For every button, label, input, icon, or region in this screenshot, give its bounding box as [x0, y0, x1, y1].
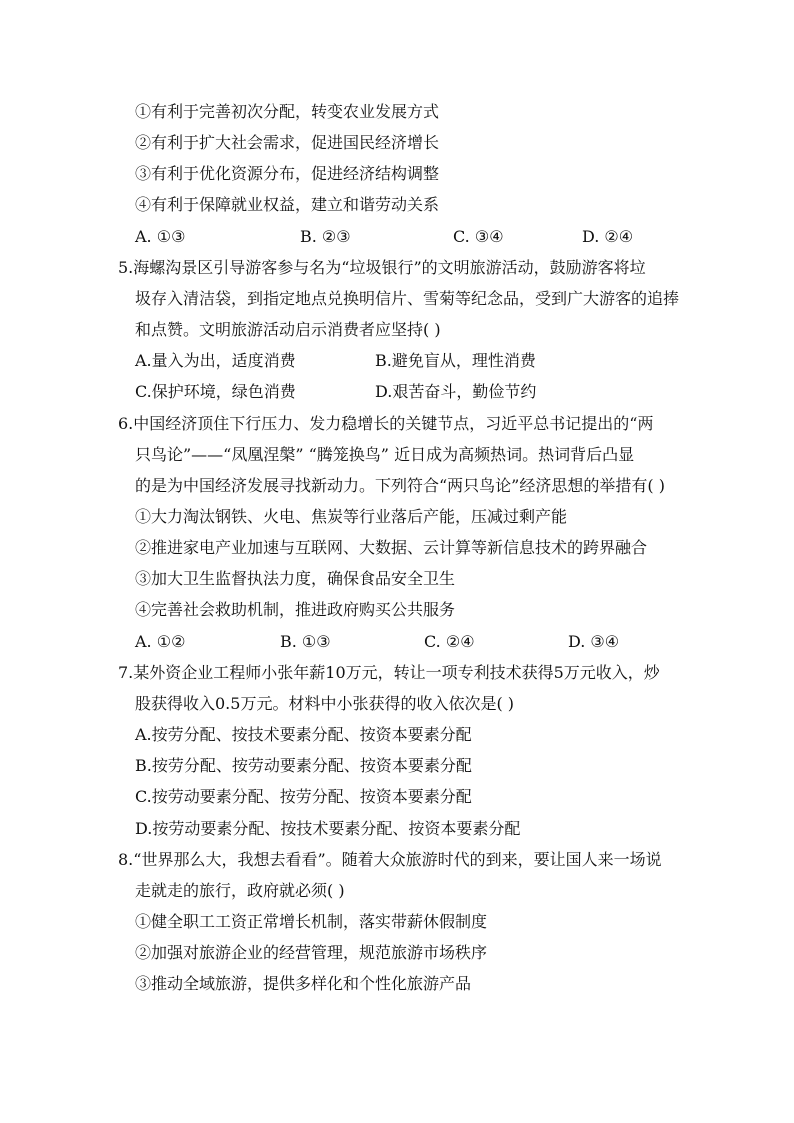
q5-option-c: C.保护环境，绿色消费: [135, 382, 296, 401]
q7-option-a: A.按劳分配、按技术要素分配、按资本要素分配: [135, 725, 472, 744]
q6-stem-line-3: 的是为中国经济发展寻找新动力。下列符合“两只鸟论”经济思想的举措有( ): [135, 476, 665, 495]
q4-option-a: A. ①③: [135, 227, 186, 246]
q4-option-c: C. ③④: [453, 227, 504, 246]
q8-statement-2: ②加强对旅游企业的经营管理，规范旅游市场秩序: [135, 943, 488, 962]
q8-statement-3: ③推动全域旅游，提供多样化和个性化旅游产品: [135, 974, 472, 993]
q7-option-d: D.按劳动要素分配、按技术要素分配、按资本要素分配: [135, 819, 521, 838]
q8-statement-1: ①健全职工工资正常增长机制，落实带薪休假制度: [135, 912, 488, 931]
q5-option-a: A.量入为出，适度消费: [135, 351, 296, 370]
q4-option-b: B. ②③: [300, 227, 351, 246]
q5-stem-line-3: 和点赞。文明旅游活动启示消费者应坚持( ): [135, 320, 441, 339]
q7-option-c: C.按劳动要素分配、按劳分配、按资本要素分配: [135, 787, 472, 806]
q5-stem-line-1: 5.海螺沟景区引导游客参与名为“垃圾银行”的文明旅游活动，鼓励游客将垃: [118, 258, 646, 277]
q7-stem-line-2: 股获得收入0.5万元。材料中小张获得的收入依次是( ): [135, 694, 515, 713]
q8-stem-line-2: 走就走的旅行，政府就必须( ): [135, 881, 345, 900]
q6-statement-2: ②推进家电产业加速与互联网、大数据、云计算等新信息技术的跨界融合: [135, 538, 648, 557]
q6-statement-1: ①大力淘汰钢铁、火电、焦炭等行业落后产能，压减过剩产能: [135, 507, 568, 526]
q6-statement-3: ③加大卫生监督执法力度，确保食品安全卫生: [135, 569, 456, 588]
q5-option-b: B.避免盲从，理性消费: [375, 351, 536, 370]
q8-stem-line-1: 8.“世界那么大，我想去看看”。随着大众旅游时代的到来，要让国人来一场说: [118, 850, 662, 869]
q6-stem-line-2: 只鸟论”——“凤凰涅槃” “腾笼换鸟” 近日成为高频热词。热词背后凸显: [135, 445, 635, 464]
q6-stem-line-1: 6.中国经济顶住下行压力、发力稳增长的关键节点，习近平总书记提出的“两: [118, 414, 654, 433]
q4-statement-1: ①有利于完善初次分配，转变农业发展方式: [135, 102, 440, 121]
q4-statement-2: ②有利于扩大社会需求，促进国民经济增长: [135, 133, 440, 152]
q6-statement-4: ④完善社会救助机制，推进政府购买公共服务: [135, 600, 456, 619]
q4-statement-4: ④有利于保障就业权益，建立和谐劳动关系: [135, 195, 440, 214]
q7-stem-line-1: 7.某外资企业工程师小张年薪10万元，转让一项专利技术获得5万元收入，炒: [118, 663, 660, 682]
q6-option-c: C. ②④: [424, 632, 475, 651]
q6-option-d: D. ③④: [568, 632, 620, 651]
q4-statement-3: ③有利于优化资源分布，促进经济结构调整: [135, 164, 440, 183]
q7-option-b: B.按劳分配、按劳动要素分配、按资本要素分配: [135, 756, 472, 775]
q4-option-d: D. ②④: [582, 227, 634, 246]
q6-option-a: A. ①②: [135, 632, 186, 651]
q5-option-d: D.艰苦奋斗，勤俭节约: [375, 382, 537, 401]
q6-option-b: B. ①③: [280, 632, 331, 651]
q5-stem-line-2: 圾存入清洁袋，到指定地点兑换明信片、雪菊等纪念品，受到广大游客的追捧: [135, 289, 680, 308]
